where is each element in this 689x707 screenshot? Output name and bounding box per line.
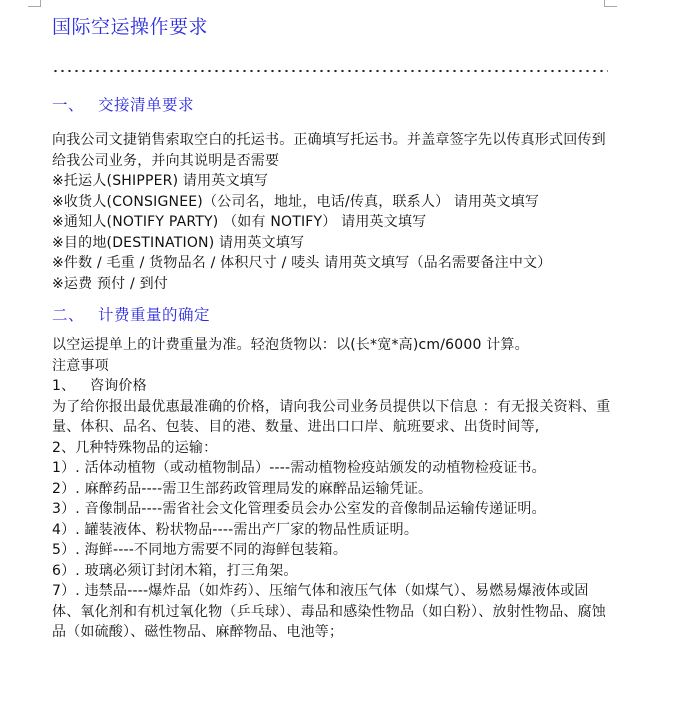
section-1-number: 一、 (52, 96, 85, 114)
special-item: 2）. 麻醉药品----需卫生部药政管理局发的麻醉品运输凭证。 (52, 480, 433, 497)
special-item: 3）. 音像制品----需省社会文化管理委员会办公室发的音像制品运输传递证明。 (52, 501, 546, 517)
section-1-intro: 向我公司文捷销售索取空白的托运书。正确填写托运书。并盖章签字先以传真形式回传到给我公司业务，并向其说明是否需要 (52, 132, 606, 169)
notes-label: 注意事项 (52, 357, 109, 374)
special-item: 6）. 玻璃必须订封闭木箱，打三角架。 (52, 562, 298, 579)
requirement-item: ※通知人(NOTIFY PARTY) （如有 NOTIFY） 请用英文填写 (52, 214, 427, 230)
requirement-item: ※目的地(DESTINATION) 请用英文填写 (52, 234, 305, 251)
note-1-number: 1、 (52, 378, 76, 394)
section-2-title: 计费重量的确定 (98, 306, 211, 324)
document-page (52, 14, 612, 643)
special-item: 1）. 活体动植物（或动植物制品）----需动植物检疫站颁发的动植物检疫证书。 (52, 460, 546, 476)
section-1-heading (52, 94, 612, 116)
requirement-item: ※运费 预付 / 到付 (52, 275, 168, 292)
requirement-item: ※托运人(SHIPPER) 请用英文填写 (52, 173, 269, 189)
special-item: 7）. 违禁品----爆炸品（如炸药）、压缩气体和液压气体（如煤气）、易燃易爆液体或固体、氧化剂和有机过氧化物（乒乓球）、毒品和感染性物品（如白粉）、放射性物品、腐蚀品（如硫酸）、磁性物品、麻醉物品、电池等； (52, 583, 606, 640)
section-1-title: 交接清单要求 (98, 96, 195, 114)
special-item: 5）. 海鲜----不同地方需要不同的海鲜包装箱。 (52, 542, 348, 558)
dotted-separator (52, 68, 608, 74)
page-corner-mark-left (28, 0, 41, 7)
note-1-text: 为了给你报出最优惠最准确的价格，请向我公司业务员提供以下信息 ：有无报关资料、重量、体积、品名、包装、目的港、数量、进出口口岸、航班要求、出货时间等, (52, 398, 611, 435)
requirement-item: ※件数 / 毛重 / 货物品名 / 体积尺寸 / 唛头 请用英文填写（品名需要备注中文） (52, 255, 552, 271)
section-2-number: 二、 (52, 306, 85, 324)
page-corner-mark-right (604, 0, 617, 7)
document-title: 国际空运操作要求 (52, 16, 209, 38)
section-2-body (52, 335, 612, 643)
special-item: 4）. 罐装液体、粉状物品----需出产厂家的物品性质证明。 (52, 521, 419, 538)
requirement-item: ※收货人(CONSIGNEE)（公司名，地址，电话/传真，联系人） 请用英文填写 (52, 193, 540, 210)
section-1-body (52, 130, 612, 294)
note-1-heading (52, 376, 612, 397)
chargeable-weight-rule: 以空运提单上的计费重量为准。轻泡货物以：以(长*宽*高)cm/6000 计算。 (52, 337, 529, 353)
note-1-title: 咨询价格 (90, 378, 147, 394)
section-2-heading (52, 304, 612, 326)
note-2-heading: 2、几种特殊物品的运输： (52, 439, 218, 456)
